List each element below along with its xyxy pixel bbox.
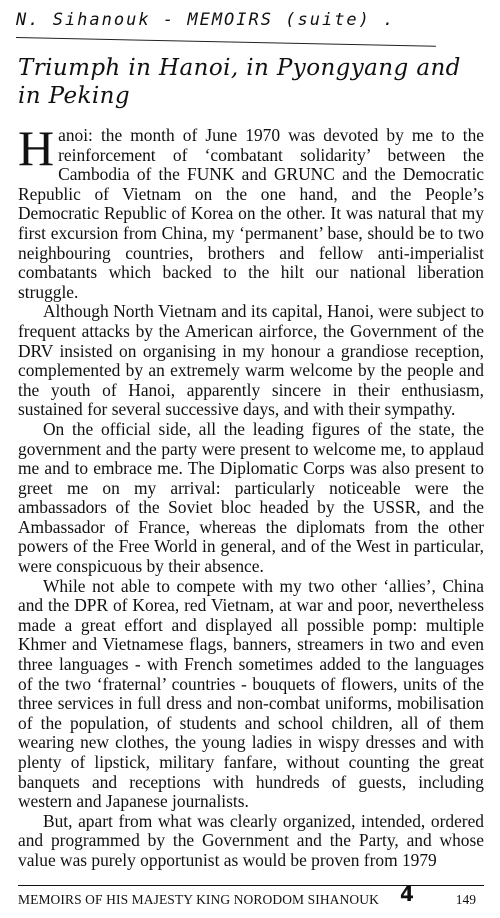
paragraph-4: While not able to compete with my two other ‘allies’, China and the DPR of Korea, red Vietnam, at war and poor, nevertheless made a great effort and displayed all possible pomp: multiple Khmer and Vietnamese flags, banners, streamers in two and even three languages - with French sometimes added to the languages of the two ‘fraternal’ countries - bouquets of flowers, units of the three services in full dress and non-combat uniforms, mobilisation of the population, of students and school children, all of them wearing new clothes, the young ladies in wispy dresses and with plenty of lipstick, military fanfare, without counting the great banquets and receptions with hundreds of guests, including western and Japanese journalists.: [18, 575, 484, 812]
handwritten-page-mark: 4: [400, 882, 414, 906]
running-title: MEMOIRS OF HIS MAJESTY KING NORODOM SIHANOUK: [18, 892, 379, 907]
page-footer: [18, 882, 484, 911]
paragraph-1: [18, 120, 484, 302]
header-suite: (suite): [285, 10, 371, 30]
paragraph-3: On the official side, all the leading figures of the state, the government and the party were present to welcome me, to applaud me and to embrace me. The Diplomatic Corps was also present to greet me on my arrival: particularly noticeable were the ambassadors of the Soviet bloc headed by the USSR, and the Ambassador of France, whereas the diplomats from the other powers of the Free World in general, and of the West in particular, were conspicuous by their absence.: [18, 418, 484, 577]
footer-rule: [18, 885, 484, 886]
drop-cap: H: [18, 120, 55, 176]
paragraph-2: Although North Vietnam and its capital, Hanoi, were subject to frequent attacks by the American airforce, the Government of the DRV insisted on organising in my honour a grandiose reception, complemented by an extremely warm welcome by the people and the youth of Hanoi, apparently sincere in their enthusiasm, sustained for several successive days, and with their sympathy.: [18, 301, 484, 420]
page-number: 149: [455, 892, 476, 907]
chapter-title: Triumph in Hanoi, in Pyongyang and in Peking: [18, 55, 461, 109]
paragraph-5: But, apart from what was clearly organized, intended, ordered and programmed by the Government and the Party, and whose value was purely opportunist as would be proven from 1979: [18, 810, 484, 870]
header-dash: -: [162, 10, 176, 30]
handwritten-header: [16, 10, 486, 44]
header-mark: .: [383, 10, 396, 30]
header-book: MEMOIRS: [187, 10, 273, 30]
header-underline: [16, 37, 436, 47]
header-author: N. Sihanouk: [16, 10, 151, 30]
body-text: [18, 120, 484, 871]
paragraph-1-text: anoi: the month of June 1970 was devoted by me to the reinforcement of ‘combatant solidarity’ between the Cambodia of the FUNK and GRUNC and the Democratic Republic of Vietnam on the one hand, and the People’s Democratic Republic of Korea on the other. It was natural that my first excursion from China, my ‘permanent’ base, should be to two neighbouring countries, brothers and fellow anti-imperialist combatants which backed to the hilt our national liberation struggle.: [18, 125, 484, 302]
